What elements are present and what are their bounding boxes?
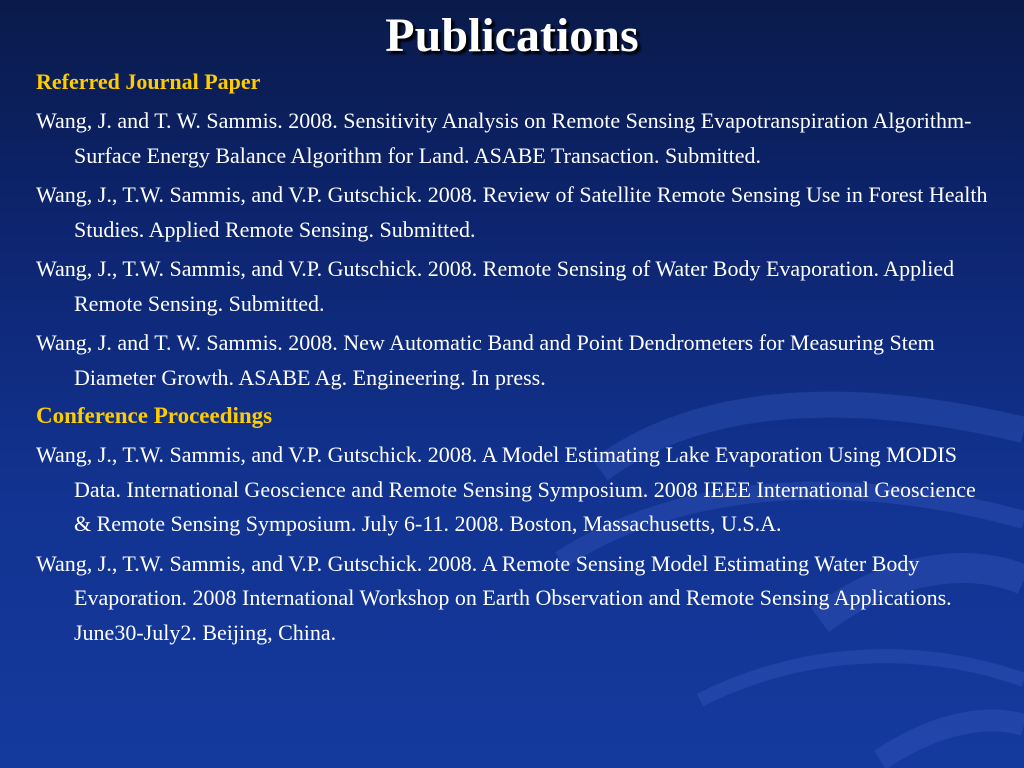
section-heading-conference: Conference Proceedings [36, 403, 273, 428]
section-heading-journal: Referred Journal Paper [36, 69, 261, 94]
journal-entry: Wang, J. and T. W. Sammis. 2008. Sensitivity Analysis on Remote Sensing Evapotranspiration Algorithm-Surface Energy Balance Algorithm for Land. ASABE Transaction. Submitted. [36, 108, 972, 168]
slide-title: Publications [385, 9, 639, 62]
journal-entry: Wang, J. and T. W. Sammis. 2008. New Automatic Band and Point Dendrometers for Measuring Stem Diameter Growth. ASABE Ag. Engineering. In press. [36, 330, 935, 390]
conference-entry: Wang, J., T.W. Sammis, and V.P. Gutschick. 2008. A Model Estimating Lake Evaporation Using MODIS Data. International Geoscience and Remote Sensing Symposium. 2008 IEEE International Geoscience & Remote Sensing Symposium. July 6-11. 2008. Boston, Massachusetts, U.S.A. [36, 442, 976, 536]
journal-entry: Wang, J., T.W. Sammis, and V.P. Gutschick. 2008. Remote Sensing of Water Body Evaporation. Applied Remote Sensing. Submitted. [36, 256, 955, 316]
publications-list [36, 66, 991, 655]
journal-entry: Wang, J., T.W. Sammis, and V.P. Gutschick. 2008. Review of Satellite Remote Sensing Use in Forest Health Studies. Applied Remote Sensing. Submitted. [36, 182, 988, 242]
conference-entry: Wang, J., T.W. Sammis, and V.P. Gutschick. 2008. A Remote Sensing Model Estimating Water Body Evaporation. 2008 International Workshop on Earth Observation and Remote Sensing Applications. June30-July2. Beijing, China. [36, 550, 952, 645]
